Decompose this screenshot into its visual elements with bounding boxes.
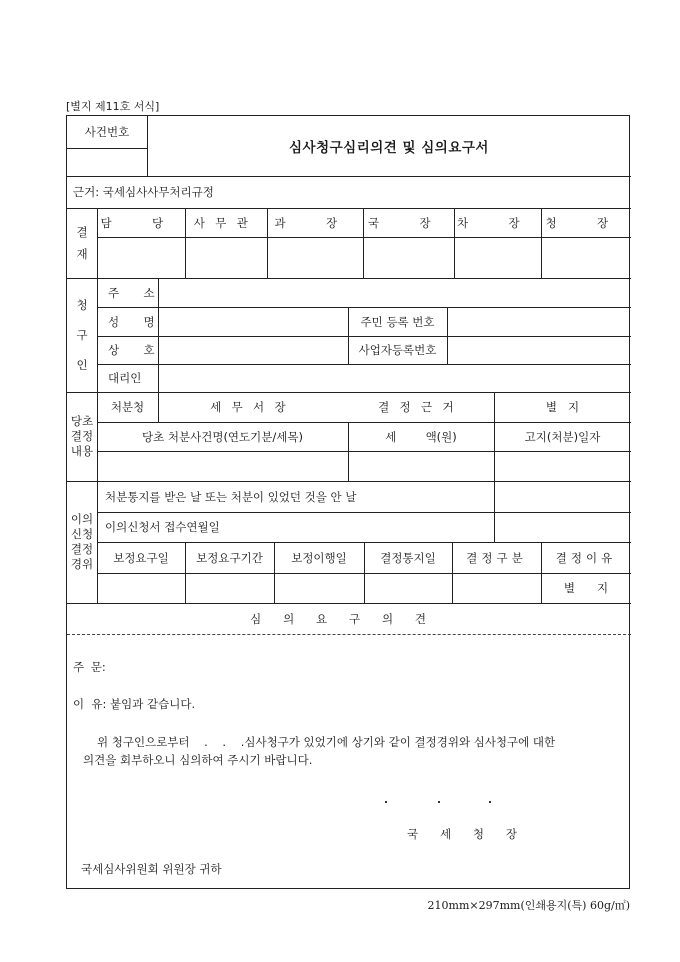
notice-received-label: 처분통지를 받은 날 또는 처분이 있었던 것을 안 날 bbox=[105, 490, 357, 504]
decision-reason-label: 결정이유 bbox=[555, 550, 617, 565]
decision-basis-label: 결정근거 bbox=[378, 400, 464, 414]
business-number-label: 사업자등록번호 bbox=[358, 343, 437, 357]
basis-text: 근거: 국세심사사무처리규정 bbox=[73, 185, 214, 199]
disposition-attachment-label: 별 지 bbox=[545, 400, 580, 414]
claimant-address-label: 주 소 bbox=[108, 286, 165, 300]
disposition-label: 당초 결정 내용 bbox=[70, 414, 94, 458]
approval-role-director: 국 장 bbox=[367, 215, 450, 230]
body-line-1: 위 청구인으로부터 . . .심사청구가 있었기에 상기와 같이 결정경위와 심사청구에 대한 bbox=[97, 735, 556, 749]
approval-role-staff: 담 당 bbox=[100, 215, 182, 230]
approval-role-section-chief: 과 장 bbox=[274, 215, 356, 230]
date-dot-day bbox=[489, 801, 491, 803]
recipient-text: 국세심사위원회 위원장 귀하 bbox=[81, 862, 222, 876]
notice-date-label: 고지(처분)일자 bbox=[524, 429, 601, 444]
tax-amount-label: 세 액(원) bbox=[385, 429, 457, 444]
form-frame bbox=[66, 115, 630, 889]
form-title: 심사청구심리의견 및 심의요구서 bbox=[289, 140, 489, 156]
date-dot-year bbox=[385, 801, 387, 803]
approval-role-deputy: 차 장 bbox=[456, 215, 539, 230]
date-dot-month bbox=[438, 801, 440, 803]
decision-attachment-label: 별 지 bbox=[563, 581, 609, 595]
approval-label: 결 재 bbox=[76, 225, 88, 261]
claimant-label: 청 구 인 bbox=[76, 297, 88, 372]
opinion-heading: 심의요구의견 bbox=[250, 611, 448, 626]
reason-text: 이 유: 붙임과 같습니다. bbox=[73, 697, 196, 711]
disposition-agency-label: 처분청 bbox=[110, 400, 145, 414]
form-number: [별지 제11호 서식] bbox=[66, 100, 160, 113]
case-number-value bbox=[67, 148, 147, 176]
decision-type-label: 결정구분 bbox=[466, 550, 527, 565]
case-name-label: 당초 처분사건명(연도기분/세목) bbox=[142, 429, 303, 444]
correction-period-label: 보정요구기간 bbox=[196, 550, 263, 565]
tax-office-label: 세무서장 bbox=[210, 400, 296, 414]
agent-label: 대리인 bbox=[108, 371, 142, 385]
paper-size-note: 210mm×297mm(인쇄용지(특) 60g/㎡) bbox=[427, 899, 630, 912]
main-text-label: 주 문: bbox=[73, 660, 106, 674]
approval-role-manager: 사무관 bbox=[193, 215, 259, 230]
decision-notice-date-label: 결정통지일 bbox=[380, 550, 436, 565]
correction-done-date-label: 보정이행일 bbox=[291, 550, 347, 565]
resident-number-label: 주민 등록 번호 bbox=[360, 314, 435, 329]
body-line-2: 의견을 회부하오니 심의하여 주시기 바랍니다. bbox=[83, 753, 313, 767]
business-name-label: 상 호 bbox=[108, 343, 165, 357]
case-number-label: 사건번호 bbox=[84, 125, 130, 139]
claimant-name-label: 성 명 bbox=[108, 315, 165, 329]
objection-label: 이의 신청 결정 경위 bbox=[70, 512, 94, 571]
approval-role-commissioner: 청 장 bbox=[545, 215, 627, 230]
objection-filing-date-label: 이의신청서 접수연월일 bbox=[105, 520, 220, 534]
signer-text: 국세청장 bbox=[407, 827, 539, 841]
correction-request-date-label: 보정요구일 bbox=[113, 550, 169, 565]
